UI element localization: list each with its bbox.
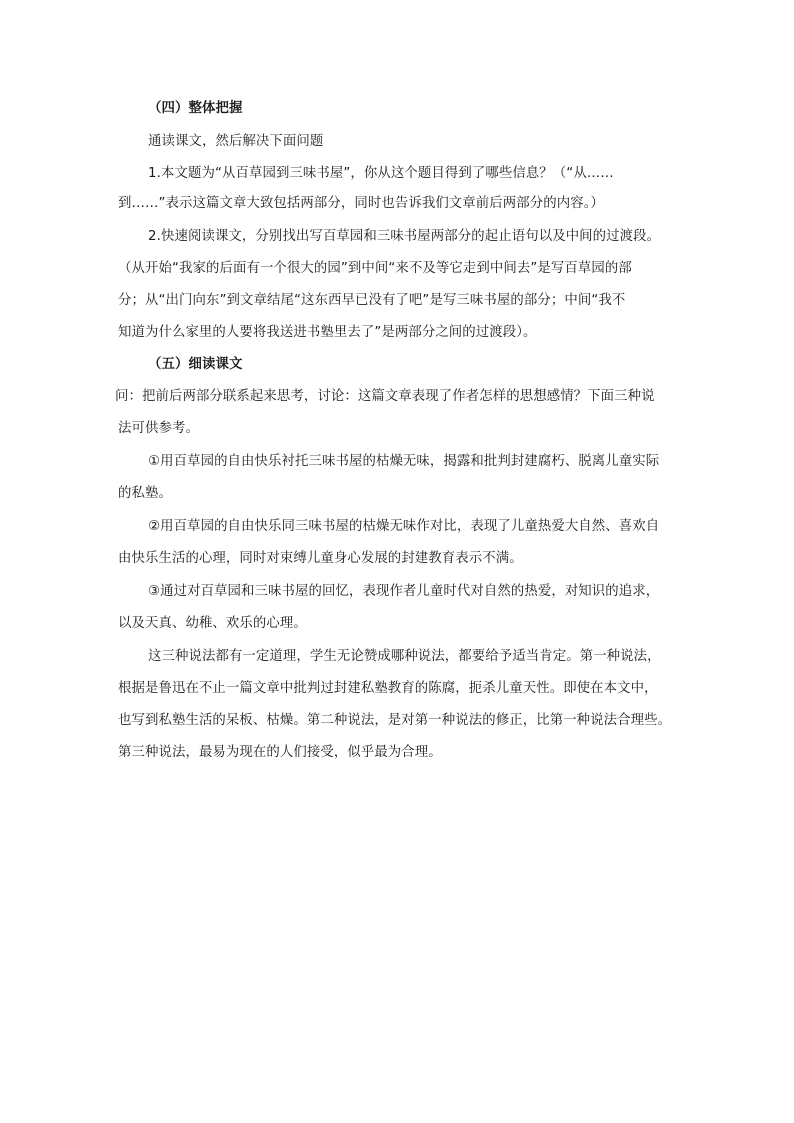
section-heading-close-reading: （五）细读课文 <box>148 357 243 372</box>
option-2-line-2: 由快乐生活的心理，同时对束缚儿童身心发展的封建教育表示不满。 <box>118 551 523 566</box>
question-1-line-1: 1.本文题为“从百草园到三味书屋”，你从这个题目得到了哪些信息？（“从…… <box>148 166 614 181</box>
option-3-line-1: ③通过对百草园和三味书屋的回忆，表现作者儿童时代对自然的热爱，对知识的追求， <box>148 584 660 599</box>
conclusion-line-1: 这三种说法都有一定道理，学生无论赞成哪种说法，都要给予适当肯定。第一种说法， <box>148 649 661 664</box>
question-2-line-1: 2.快速阅读课文，分别找出写百草园和三味书屋两部分的起止语句以及中间的过渡段。 <box>148 229 661 244</box>
conclusion-line-4: 第三种说法，最易为现在的人们接受，似乎最为合理。 <box>118 745 442 760</box>
option-2-line-1: ②用百草园的自由快乐同三味书屋的枯燥无味作对比，表现了儿童热爱大自然、喜欢自 <box>148 519 660 534</box>
question-2-line-2: （从开始“我家的后面有一个很大的园”到中间“来不及等它走到中间去”是写百草园的部 <box>118 261 632 276</box>
question-2-line-3: 分；从“出门向东”到文章结尾“这东西早已没有了吧”是写三味书屋的部分；中间“我不 <box>118 293 626 308</box>
option-1-line-1: ①用百草园的自由快乐衬托三味书屋的枯燥无味，揭露和批判封建腐朽、脱离儿童实际 <box>148 454 660 469</box>
question-1-line-2: 到……”表示这篇文章大致包括两部分，同时也告诉我们文章前后两部分的内容。） <box>118 196 604 211</box>
section-heading-overall: （四）整体把握 <box>148 101 243 116</box>
conclusion-line-3: 也写到私塾生活的呆板、枯燥。第二种说法，是对第一种说法的修正，比第一种说法合理些。 <box>118 713 672 728</box>
discussion-question-line-2: 法可供参考。 <box>118 421 199 436</box>
option-3-line-2: 以及天真、幼稚、欢乐的心理。 <box>118 616 307 631</box>
discussion-question-line-1: 问：把前后两部分联系起来思考，讨论：这篇文章表现了作者怎样的思想感情？下面三种说 <box>115 389 655 404</box>
question-2-line-4: 知道为什么家里的人要将我送进书塾里去了”是两部分之间的过渡段）。 <box>118 325 537 340</box>
section-intro: 通读课文，然后解决下面问题 <box>148 134 324 149</box>
option-1-line-2: 的私塾。 <box>118 486 172 501</box>
conclusion-line-2: 根据是鲁迅在不止一篇文章中批判过封建私塾教育的陈腐，扼杀儿童天性。即使在本文中， <box>118 681 658 696</box>
